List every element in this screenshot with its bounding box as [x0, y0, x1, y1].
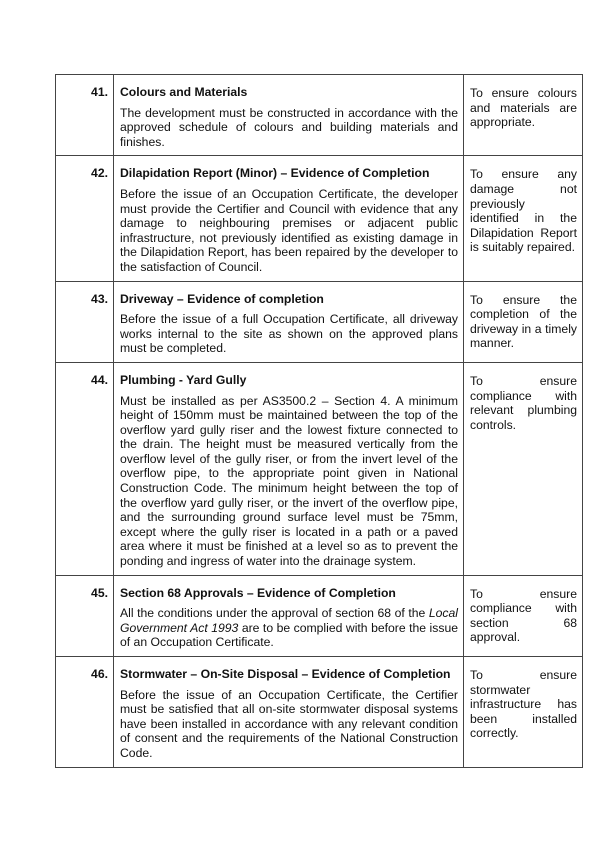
condition-body: [114, 156, 464, 281]
condition-reason: [464, 657, 583, 768]
condition-title: Section 68 Approvals – Evidence of Completion: [120, 585, 396, 600]
reason-text: To ensure compliance with section 68 approval.: [470, 586, 577, 645]
condition-body: [114, 362, 464, 575]
condition-row: [56, 281, 583, 362]
condition-reason: [464, 75, 583, 156]
condition-number: 46.: [56, 657, 114, 768]
condition-reason: [464, 281, 583, 362]
condition-row: [56, 156, 583, 281]
condition-title: Dilapidation Report (Minor) – Evidence of Completion: [120, 166, 430, 181]
conditions-table: [55, 74, 583, 768]
condition-number: 43.: [56, 281, 114, 362]
condition-number: 44.: [56, 362, 114, 575]
reason-text: To ensure compliance with relevant plumbing controls.: [470, 373, 577, 432]
condition-body: [114, 281, 464, 362]
condition-title: Colours and Materials: [120, 85, 248, 99]
condition-row: [56, 575, 583, 656]
condition-text: Before the issue of an Occupation Certificate, the developer must provide the Certifier and Council with evidence that any damage to neighbouring premises or adjacent public infrastructure, not previously identified as existing damage in the Dilapidation Report, has been repaired by the developer to the satisfaction of Council.: [120, 186, 458, 274]
condition-reason: [464, 362, 583, 575]
condition-title: Plumbing - Yard Gully: [120, 372, 247, 387]
act-name: Local Government Act 1993: [120, 606, 458, 635]
reason-text: To ensure colours and materials are appropriate.: [470, 86, 577, 130]
condition-text: The development must be constructed in accordance with the approved schedule of colours and building materials and finishes.: [120, 105, 458, 149]
condition-text: [120, 606, 458, 650]
condition-body: [114, 75, 464, 156]
condition-body: [114, 575, 464, 656]
condition-reason: [464, 575, 583, 656]
condition-text: Before the issue of an Occupation Certificate, the Certifier must be satisfied that all on-site stormwater disposal systems have been installed in accordance with any relevant condition of consent and the requirements of the National Construction Code.: [120, 687, 458, 760]
reason-text: To ensure any damage not previously identified in the Dilapidation Report is suitably repaired.: [470, 167, 577, 255]
condition-text-start: All the conditions under the approval of section 68 of the: [120, 606, 429, 621]
condition-title: Driveway – Evidence of completion: [120, 291, 324, 306]
condition-reason: [464, 156, 583, 281]
condition-number: 45.: [56, 575, 114, 656]
reason-text: To ensure stormwater infrastructure has been installed correctly.: [470, 668, 577, 741]
condition-row: [56, 362, 583, 575]
condition-number: 41.: [56, 75, 114, 156]
condition-title: Stormwater – On-Site Disposal – Evidence of Completion: [120, 667, 451, 681]
condition-body: [114, 657, 464, 768]
reason-text: To ensure the completion of the driveway in a timely manner.: [470, 292, 577, 351]
condition-number: 42.: [56, 156, 114, 281]
condition-text: Before the issue of a full Occupation Certificate, all driveway works internal to the site as shown on the approved plans must be completed.: [120, 312, 458, 356]
condition-text-end: are to be complied with before the issue of an Occupation Certificate.: [120, 620, 458, 650]
condition-row: [56, 75, 583, 156]
condition-row: [56, 657, 583, 768]
condition-text: Must be installed as per AS3500.2 – Section 4. A minimum height of 150mm must be maintained between the top of the overflow yard gully riser and the lowest fixture connected to the drain. The height must be measured vertically from the overflow level of the gully riser, or from the invert level of the overflow pipe, to the appropriate point given in National Construction Code. The minimum height between the top of the overflow yard gully riser, or the invert of the overflow pipe, and the surrounding ground surface level must be 75mm, except where the gully riser is located in a path or a paved area where it must be finished at a level so as to prevent the ponding and ingress of water into the drainage system.: [120, 393, 458, 569]
